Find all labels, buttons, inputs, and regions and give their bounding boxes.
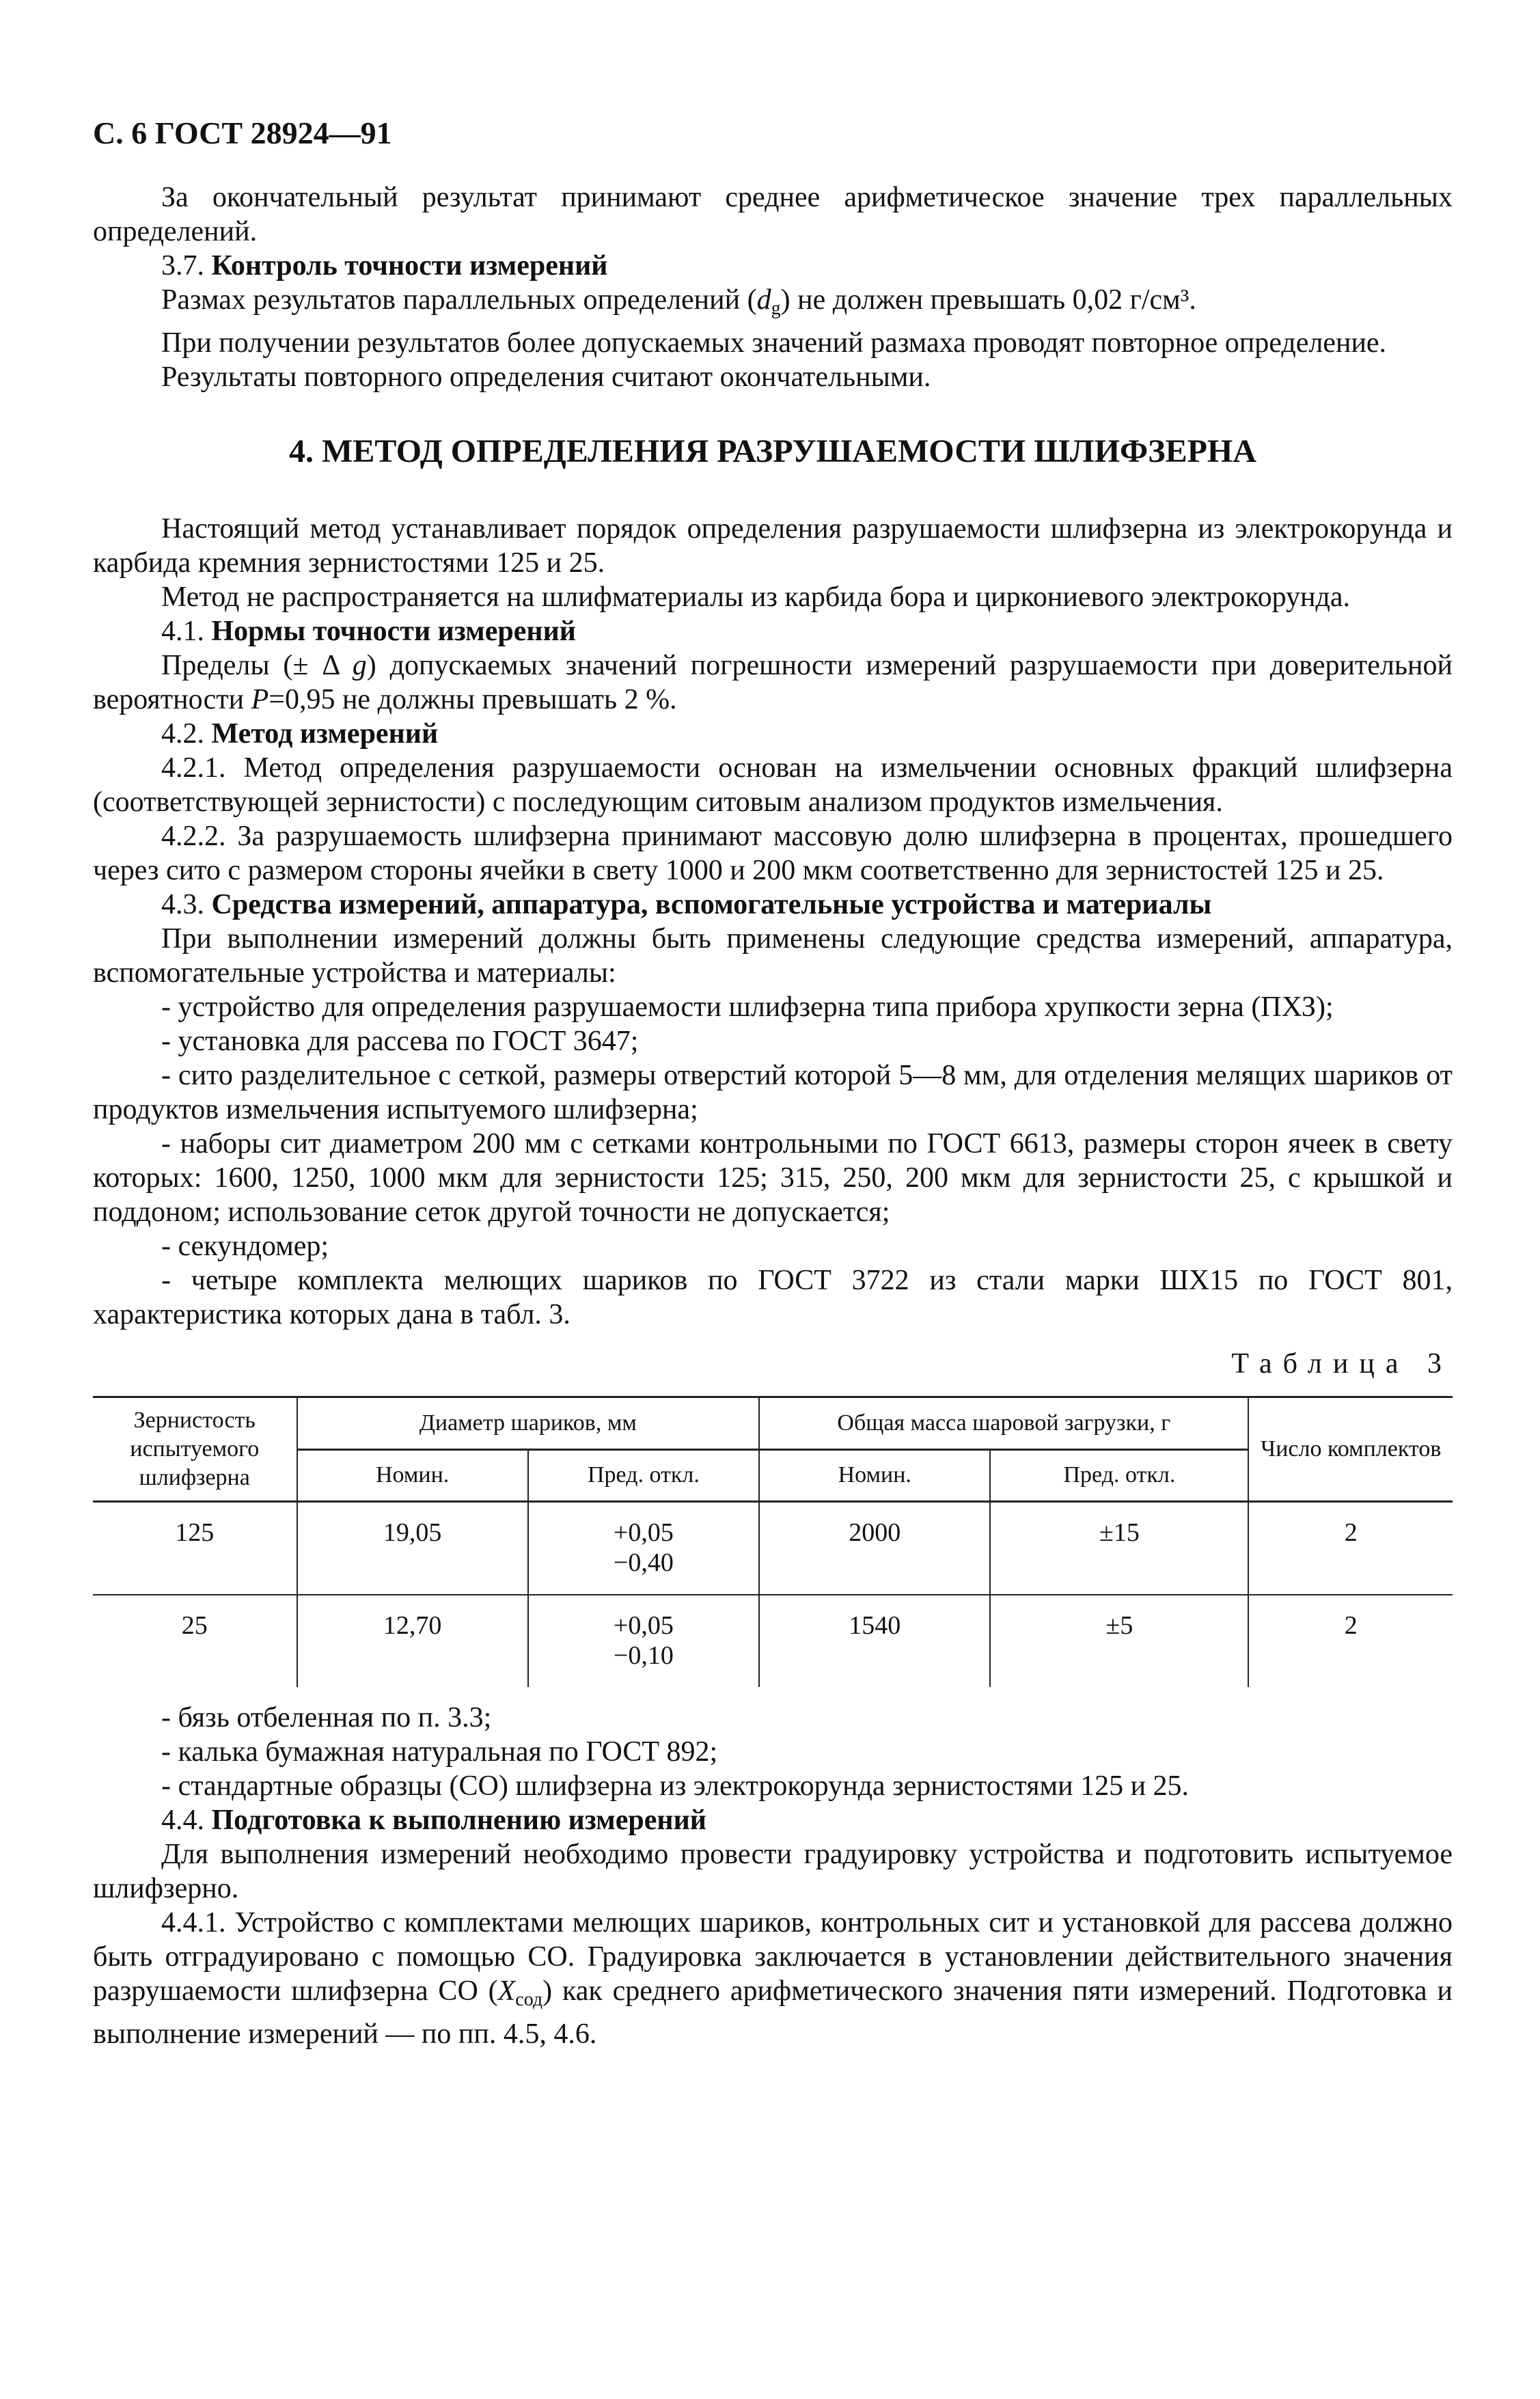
header-d-dev: Пред. откл. (528, 1449, 759, 1502)
list-item: - четыре комплекта мелющих шариков по ГОСТ 3722 из стали марки ШХ15 по ГОСТ 801, характеристика которых дана в табл. 3. (93, 1265, 1453, 1330)
header-diameter: Диаметр шариков, мм (297, 1397, 760, 1450)
paragraph: Пределы (± Δ g) допускаемых значений погрешности измерений разрушаемости при доверительной вероятности P=0,95 не должны превышать 2 %. (93, 650, 1453, 715)
header-m-nom: Номин. (759, 1449, 990, 1502)
list-item: - калька бумажная натуральная по ГОСТ 892; (161, 1736, 718, 1768)
section-title-4: 4. МЕТОД ОПРЕДЕЛЕНИЯ РАЗРУШАЕМОСТИ ШЛИФЗЕРНА (289, 433, 1256, 469)
cell-d-nom: 19,05 (297, 1502, 528, 1595)
list-item: - стандартные образцы (СО) шлифзерна из электрокорунда зернистостями 125 и 25. (161, 1770, 1190, 1802)
paragraph: Результаты повторного определения считают окончательными. (161, 361, 931, 393)
paragraph: При выполнении измерений должны быть применены следующие средства измерений, аппаратура, вспомогательные устройства и материалы: (93, 923, 1453, 989)
section-heading-4-4: 4.4. Подготовка к выполнению измерений (161, 1805, 706, 1836)
list-item: - сито разделительное с сеткой, размеры отверстий которой 5—8 мм, для отделения мелящих шариков от продуктов измельчения испытуемого шлифзерна; (93, 1060, 1453, 1125)
table-3 (93, 1396, 1453, 1687)
table-row (93, 1502, 1453, 1595)
paragraph: При получении результатов более допускаемых значений размаха проводят повторное определение. (161, 327, 1387, 359)
header-grain: Зернистость испытуемого шлифзерна (93, 1397, 297, 1502)
cell-m-dev: ±5 (990, 1595, 1248, 1687)
header-count: Число комплектов (1248, 1397, 1453, 1502)
list-item: - наборы сит диаметром 200 мм с сетками контрольными по ГОСТ 6613, размеры сторон ячеек в свету которых: 1600, 1250, 1000 мкм для зернистости 125; 315, 250, 200 мкм для зернистости 25, с крышкой и поддоном; использование сеток другой точности не допускается; (93, 1128, 1453, 1228)
table-caption: Таблица 3 (1231, 1348, 1453, 1380)
page-header: С. 6 ГОСТ 28924—91 (93, 115, 392, 150)
paragraph: За окончательный результат принимают среднее арифметическое значение трех параллельных определений. (93, 182, 1453, 247)
table-row (93, 1595, 1453, 1687)
section-heading-3-7: 3.7. Контроль точности измерений (161, 250, 608, 282)
paragraph: Для выполнения измерений необходимо провести градуировку устройства и подготовить испытуемое шлифзерно. (93, 1839, 1453, 1904)
header-mass: Общая масса шаровой загрузки, г (759, 1397, 1248, 1450)
section-heading-4-3: 4.3. Средства измерений, аппаратура, вспомогательные устройства и материалы (161, 889, 1212, 920)
paragraph: 4.2.2. За разрушаемость шлифзерна принимают массовую долю шлифзерна в процентах, прошедшего через сито с размером стороны ячейки в свету 1000 и 200 мкм соответственно для зернистостей 125 и 25. (93, 821, 1453, 886)
cell-d-dev: +0,05 −0,40 (528, 1502, 759, 1595)
list-item: - устройство для определения разрушаемости шлифзерна типа прибора хрупкости зерна (ПХЗ); (161, 991, 1334, 1023)
cell-m-nom: 1540 (759, 1595, 990, 1687)
cell-m-dev: ±15 (990, 1502, 1248, 1595)
cell-m-nom: 2000 (759, 1502, 990, 1595)
section-heading-4-2: 4.2. Метод измерений (161, 718, 439, 750)
section-heading-4-1: 4.1. Нормы точности измерений (161, 616, 576, 647)
header-m-dev: Пред. откл. (990, 1449, 1248, 1502)
paragraph: Метод не распространяется на шлифматериалы из карбида бора и циркониевого электрокорунда. (161, 581, 1351, 613)
paragraph: Настоящий метод устанавливает порядок определения разрушаемости шлифзерна из электрокорунда и карбида кремния зернистостями 125 и 25. (93, 513, 1453, 579)
cell-count: 2 (1248, 1502, 1453, 1595)
cell-d-nom: 12,70 (297, 1595, 528, 1687)
paragraph: 4.2.1. Метод определения разрушаемости основан на измельчении основных фракций шлифзерна (соответствующей зернистости) с последующим ситовым анализом продуктов измельчения. (93, 752, 1453, 818)
cell-d-dev: +0,05 −0,10 (528, 1595, 759, 1687)
paragraph: Размах результатов параллельных определений $(d_g)$ не должен превышать 0,02 г/см³. (161, 284, 1196, 319)
list-item: - секундомер; (161, 1231, 329, 1262)
cell-grain: 25 (181, 1611, 208, 1640)
cell-count: 2 (1248, 1595, 1453, 1687)
list-item: - установка для рассева по ГОСТ 3647; (161, 1026, 639, 1057)
list-item: - бязь отбеленная по п. 3.3; (161, 1702, 492, 1733)
cell-grain: 125 (93, 1502, 297, 1595)
document-page (93, 116, 1453, 2051)
header-d-nom: Номин. (297, 1449, 528, 1502)
paragraph: 4.4.1. Устройство с комплектами мелющих шариков, контрольных сит и установкой для рассева должно быть отградуировано с помощью СО. Градуировка заключается в установлении действительного значения разрушаемости шлифзерна СО $(X_{сод})$ как среднего арифметического значения пяти измерений. Подготовка и выполнение измерений — по пп. 4.5, 4.6. (93, 1907, 1453, 2050)
